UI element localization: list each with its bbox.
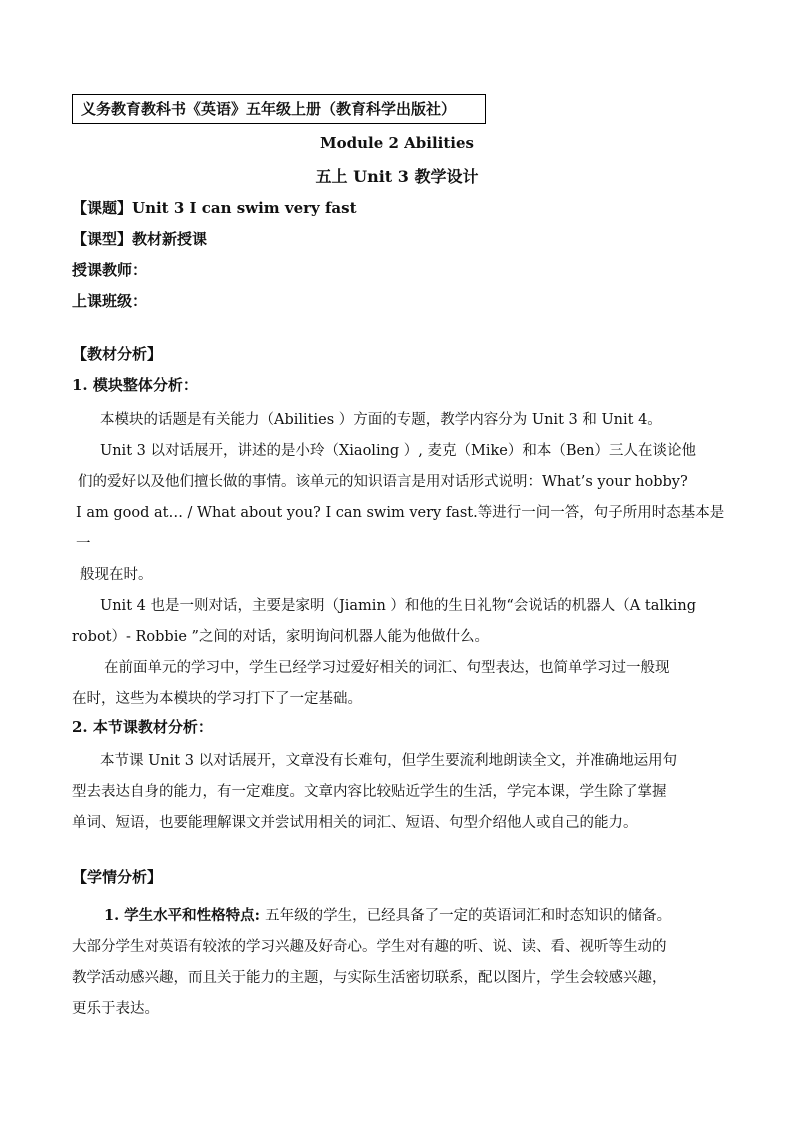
paragraph-line: 们的爱好以及他们擅长做的事情。该单元的知识语言是用对话形式说明：What’s your hobby?	[78, 474, 688, 490]
unit-title: 五上 Unit 3 教学设计	[315, 167, 479, 186]
paragraph-line: I am good at… / What about you? I can swim very fast.等进行一问一答，句子所用时态基本是一	[76, 505, 725, 552]
paragraph-line	[72, 900, 728, 932]
paragraph-line: 型去表达自身的能力，有一定难度。文章内容比较贴近学生的生活，学完本课，学生除了掌握	[72, 784, 667, 800]
learner-lead: 1. 学生水平和性格特点:	[104, 907, 266, 924]
module-analysis-body	[72, 405, 728, 715]
paragraph-line: Unit 4 也是一则对话，主要是家明（Jiamin ）和他的生日礼物“会说话的机器人（A talking	[100, 598, 697, 614]
paragraph-line: robot）- Robbie ”之间的对话，家明询问机器人能为他做什么。	[72, 629, 489, 645]
section-heading-learner-analysis: 【学情分析】	[72, 868, 163, 886]
class-label: 上课班级：	[72, 292, 148, 310]
paragraph-line: 更乐于表达。	[72, 1001, 159, 1017]
paragraph: 本模块的话题是有关能力（Abilities ）方面的专题，教学内容分为 Unit 3 和 Unit 4。	[100, 412, 662, 428]
paragraph-line: 本节课 Unit 3 以对话展开，文章没有长难句，但学生要流利地朗读全文，并准确地运用句	[100, 753, 678, 769]
paragraph-line: 单词、短语，也要能理解课文并尝试用相关的词汇、短语、句型介绍他人或自己的能力。	[72, 815, 638, 831]
textbook-header-box: 义务教育教科书《英语》五年级上册（教育科学出版社）	[72, 94, 486, 124]
paragraph-line: 大部分学生对英语有较浓的学习兴趣及好奇心。学生对有趣的听、说、读、看、视听等生动的	[72, 939, 667, 955]
paragraph-line: 在时，这些为本模块的学习打下了一定基础。	[72, 691, 362, 707]
paragraph-line: 教学活动感兴趣，而且关于能力的主题，与实际生活密切联系，配以图片，学生会较感兴趣，	[72, 970, 667, 986]
paragraph-line: 在前面单元的学习中，学生已经学习过爱好相关的词汇、句型表达，也简单学习过一般现	[104, 660, 670, 676]
learner-text: 五年级的学生，已经具备了一定的英语词汇和时态知识的储备。	[265, 908, 672, 924]
section-heading-textbook-analysis: 【教材分析】	[72, 345, 163, 363]
lesson-topic: 【课题】Unit 3 I can swim very fast	[72, 199, 357, 217]
paragraph-line: Unit 3 以对话展开，讲述的是小玲（Xiaoling ）, 麦克（Mike）和本（Ben）三人在谈论他	[100, 443, 696, 459]
module-title: Module 2 Abilities	[320, 134, 474, 152]
paragraph-line: 般现在时。	[80, 567, 153, 583]
lesson-type: 【课型】教材新授课	[72, 230, 208, 248]
subheading-module-analysis: 1. 模块整体分析：	[72, 376, 198, 394]
subheading-lesson-analysis: 2. 本节课教材分析：	[72, 718, 213, 736]
lesson-analysis-body	[72, 746, 728, 839]
learner-analysis-body	[72, 900, 728, 1025]
teacher-label: 授课教师：	[72, 261, 148, 279]
